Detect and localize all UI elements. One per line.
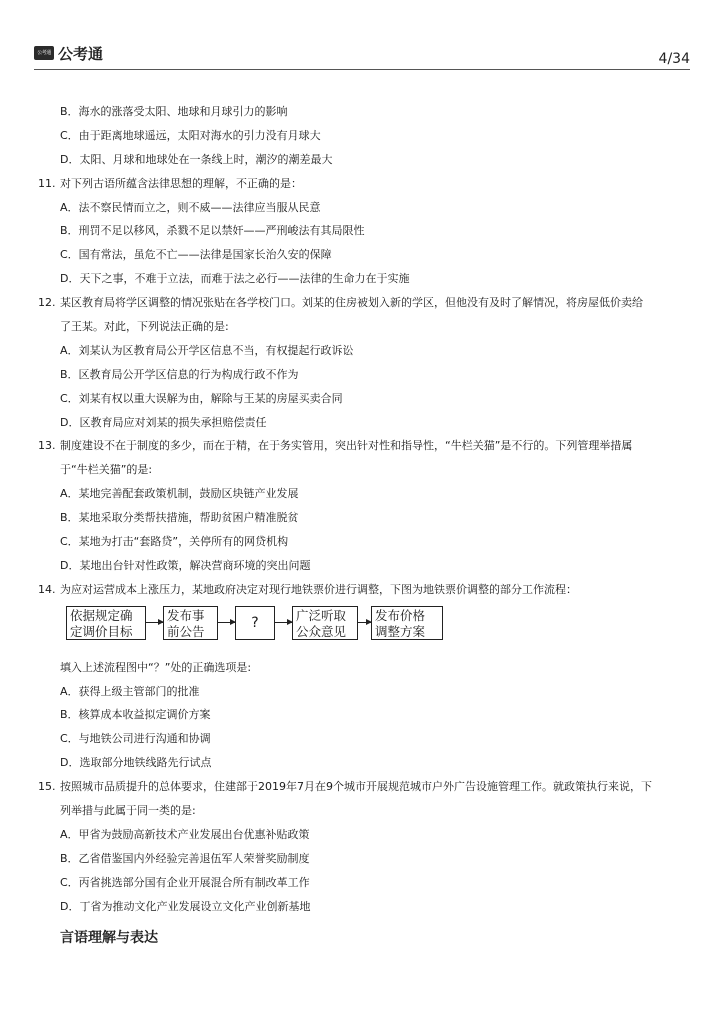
q10-option-c: C．由于距离地球遥远，太阳对海水的引力没有月球大 <box>60 128 321 142</box>
flow-step-5: 发布价格 调整方案 <box>371 606 443 640</box>
logo-text: 公考通 <box>58 45 104 63</box>
q12-text-line2: 了王某。对此，下列说法正确的是: <box>60 320 229 334</box>
document-body <box>38 104 690 947</box>
q12-option-d: D．区教育局应对刘某的损失承担赔偿责任 <box>60 415 267 429</box>
q14-option-c: C．与地铁公司进行沟通和协调 <box>60 732 211 746</box>
q11-option-d: D．天下之事，不难于立法，而难于法之必行——法律的生命力在于实施 <box>60 272 410 286</box>
q14-option-a: A．获得上级主管部门的批准 <box>60 684 200 698</box>
q12-text-line1: 某区教育局将学区调整的情况张贴在各学校门口。刘某的住房被划入新的学区，但他没有及时了解情况，将房屋低价卖给 <box>60 296 643 310</box>
q15-option-b: B．乙省借鉴国内外经验完善退伍军人荣誉奖励制度 <box>60 851 310 865</box>
q15-option-c: C．丙省挑选部分国有企业开展混合所有制改革工作 <box>60 875 310 889</box>
page-number: 4/34 <box>658 51 690 67</box>
q13-option-d: D．某地出台针对性政策，解决营商环境的突出问题 <box>60 558 311 572</box>
q14-option-b: B．核算成本收益拟定调价方案 <box>60 708 211 722</box>
logo-icon: 公考通 <box>34 46 54 60</box>
q15-option-d: D．丁省为推动文化产业发展设立文化产业创新基地 <box>60 899 311 913</box>
flow-step-2: 发布事 前公告 <box>163 606 218 640</box>
q12-stem <box>38 295 690 311</box>
q11-option-b: B．刑罚不足以移风，杀戮不足以禁奸——严刑峻法有其局限性 <box>60 224 365 238</box>
q13-number: 13. <box>38 439 56 453</box>
q13-option-a: A．某地完善配套政策机制，鼓励区块链产业发展 <box>60 487 299 501</box>
q10-option-d: D．太阳、月球和地球处在一条线上时，潮汐的潮差最大 <box>60 152 333 166</box>
q12-option-c: C．刘某有权以重大误解为由，解除与王某的房屋买卖合同 <box>60 391 343 405</box>
q13-stem <box>38 438 690 454</box>
q11-option-c: C．国有常法，虽危不亡——法律是国家长治久安的保障 <box>60 248 332 262</box>
q12-option-a: A．刘某认为区教育局公开学区信息不当，有权提起行政诉讼 <box>60 343 354 357</box>
flow-step-3-unknown: ? <box>235 606 275 640</box>
q15-text-line2: 列举措与此属于同一类的是: <box>60 804 196 818</box>
page-header <box>34 42 690 70</box>
flow-arrow-4 <box>358 622 371 623</box>
q15-stem <box>38 779 690 795</box>
q14-flowchart <box>66 606 690 646</box>
q11-number: 11. <box>38 176 56 190</box>
q15-number: 15. <box>38 780 56 794</box>
flow-arrow-3 <box>275 622 292 623</box>
section-title: 言语理解与表达 <box>60 929 158 946</box>
q13-option-c: C．某地为打击“套路贷”，关停所有的网贷机构 <box>60 535 289 549</box>
q10-option-b: B．海水的涨落受太阳、地球和月球引力的影响 <box>60 105 288 118</box>
flow-arrow-1 <box>146 622 163 623</box>
header-divider <box>34 69 690 70</box>
q14-stem <box>38 582 690 598</box>
flow-step-4: 广泛听取 公众意见 <box>292 606 358 640</box>
q13-text-line2: 于“牛栏关猫”的是: <box>60 463 153 477</box>
q12-number: 12. <box>38 296 56 310</box>
q11-text: 对下列古语所蕴含法律思想的理解，不正确的是： <box>60 176 302 190</box>
flow-arrow-2 <box>218 622 235 623</box>
q14-text: 为应对运营成本上涨压力，某地政府决定对现行地铁票价进行调整，下图为地铁票价调整的部分工作流程： <box>60 582 577 596</box>
q14-number: 14. <box>38 582 56 596</box>
q14-option-d: D．选取部分地铁线路先行试点 <box>60 756 212 770</box>
q11-option-a: A．法不察民情而立之，则不威——法律应当服从民意 <box>60 200 321 214</box>
q15-text-line1: 按照城市品质提升的总体要求，住建部于2019年7月在9个城市开展规范城市户外广告设施管理工作。就政策执行来说，下 <box>60 780 652 794</box>
q14-prompt: 填入上述流程图中“？”处的正确选项是: <box>60 660 252 674</box>
q13-option-b: B．某地采取分类帮扶措施，帮助贫困户精准脱贫 <box>60 511 299 525</box>
q15-option-a: A．甲省为鼓励高新技术产业发展出台优惠补贴政策 <box>60 827 310 841</box>
q13-text-line1: 制度建设不在于制度的多少，而在于精，在于务实管用，突出针对性和指导性，“牛栏关猫”是不行的。下列管理举措属 <box>60 439 633 453</box>
q11-stem <box>38 176 690 192</box>
flow-step-1: 依据规定确 定调价目标 <box>66 606 146 640</box>
q12-option-b: B．区教育局公开学区信息的行为构成行政不作为 <box>60 367 299 381</box>
